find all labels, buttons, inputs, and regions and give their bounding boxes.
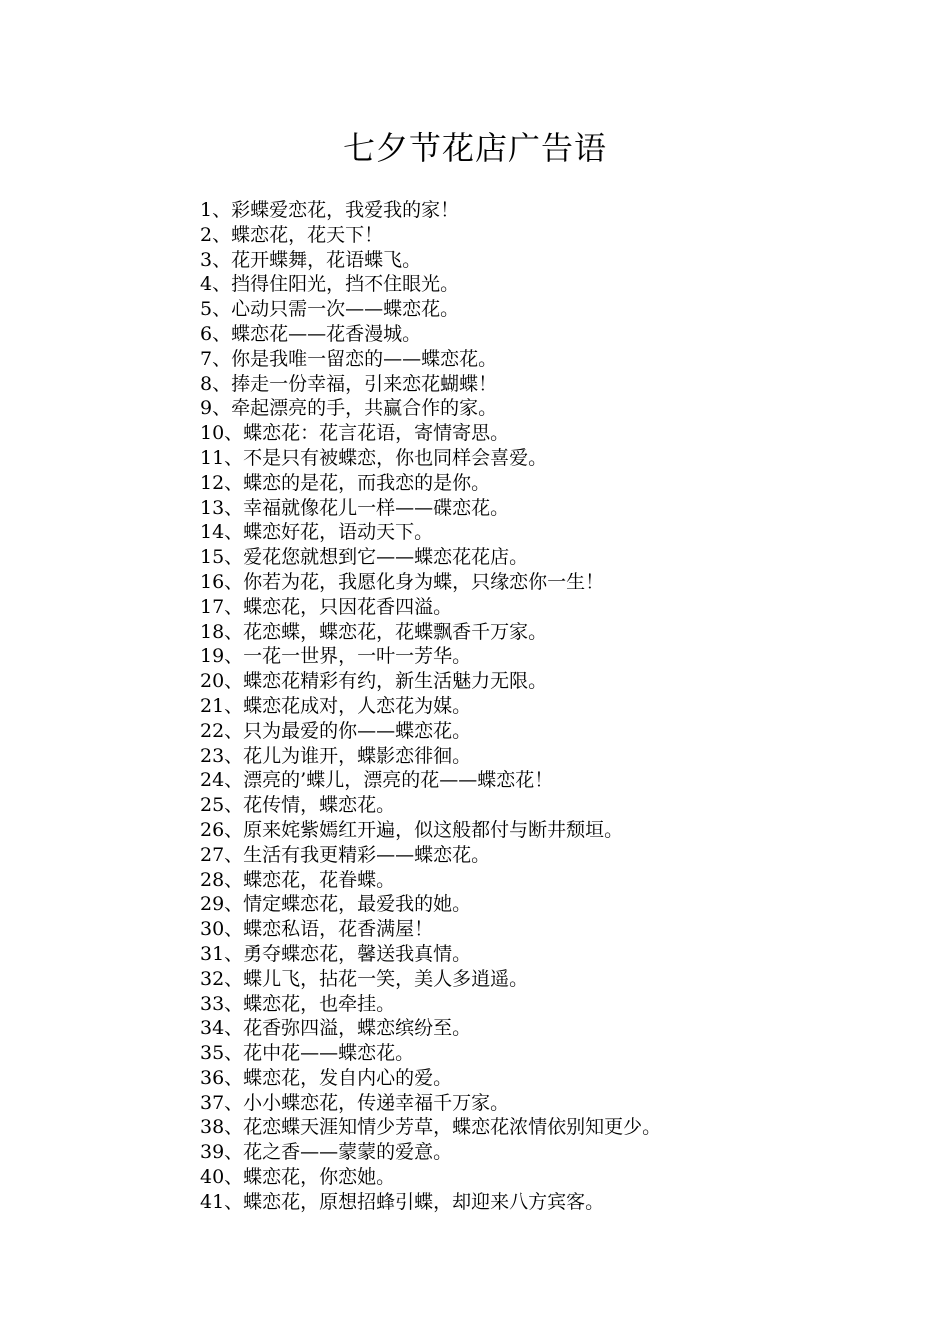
slogan-item: 16、你若为花，我愿化身为蝶，只缘恋你一生！ — [200, 570, 605, 593]
slogan-item: 40、蝶恋花，你恋她。 — [200, 1166, 396, 1189]
slogan-item: 7、你是我唯一留恋的——蝶恋花。 — [200, 347, 498, 370]
slogan-item: 6、蝶恋花——花香漫城。 — [200, 322, 422, 345]
slogan-item: 25、花传情，蝶恋花。 — [200, 794, 396, 817]
slogan-item: 20、蝶恋花精彩有约，新生活魅力无限。 — [200, 670, 548, 693]
slogan-item: 10、蝶恋花：花言花语，寄情寄思。 — [200, 422, 510, 445]
slogan-item: 38、花恋蝶天涯知情少芳草，蝶恋花浓情依别知更少。 — [200, 1116, 662, 1139]
slogan-item: 19、一花一世界，一叶一芳华。 — [200, 645, 472, 668]
slogan-item: 21、蝶恋花成对，人恋花为媒。 — [200, 694, 472, 717]
slogan-item: 17、蝶恋花，只因花香四溢。 — [200, 595, 453, 618]
slogan-list — [200, 198, 661, 1215]
slogan-item: 15、爱花您就想到它——蝶恋花花店。 — [200, 546, 529, 569]
slogan-item: 34、花香弥四溢，蝶恋缤纷至。 — [200, 1017, 472, 1040]
slogan-item: 36、蝶恋花，发自内心的爱。 — [200, 1066, 453, 1089]
slogan-item: 23、花儿为谁开，蝶影恋徘徊。 — [200, 744, 472, 767]
slogan-item: 5、心动只需一次——蝶恋花。 — [200, 298, 460, 321]
slogan-item: 33、蝶恋花，也牵挂。 — [200, 992, 396, 1015]
slogan-item: 27、生活有我更精彩——蝶恋花。 — [200, 843, 491, 866]
slogan-item: 18、花恋蝶，蝶恋花，花蝶飘香千万家。 — [200, 620, 548, 643]
slogan-item: 28、蝶恋花，花眷蝶。 — [200, 868, 396, 891]
slogan-item: 35、花中花——蝶恋花。 — [200, 1042, 415, 1065]
slogan-item: 1、彩蝶爱恋花，我爱我的家！ — [200, 199, 460, 221]
page-title: 七夕节花店广告语 — [342, 129, 607, 167]
slogan-item: 9、牵起漂亮的手，共赢合作的家。 — [200, 397, 498, 420]
slogan-item: 14、蝶恋好花，语动天下。 — [200, 521, 434, 544]
slogan-item: 2、蝶恋花，花天下！ — [200, 223, 384, 246]
slogan-item: 11、不是只有被蝶恋，你也同样会喜爱。 — [200, 446, 548, 469]
slogan-item: 32、蝶儿飞，拈花一笑，美人多逍遥。 — [200, 967, 529, 990]
slogan-item: 22、只为最爱的你——蝶恋花。 — [200, 719, 472, 742]
slogan-item: 29、情定蝶恋花，最爱我的她。 — [200, 893, 472, 916]
slogan-item: 3、花开蝶舞，花语蝶飞。 — [200, 248, 422, 271]
slogan-item: 24、漂亮的’蝶儿，漂亮的花——蝶恋花！ — [200, 769, 554, 792]
slogan-item: 26、原来姹紫嫣红开遍，似这般都付与断井颓垣。 — [200, 818, 624, 841]
slogan-item: 30、蝶恋私语，花香满屋！ — [200, 918, 434, 941]
slogan-item: 37、小小蝶恋花，传递幸福千万家。 — [200, 1091, 510, 1114]
slogan-item: 13、幸福就像花儿一样——碟恋花。 — [200, 496, 510, 519]
slogan-item: 39、花之香——蒙蒙的爱意。 — [200, 1141, 453, 1164]
slogan-item: 12、蝶恋的是花，而我恋的是你。 — [200, 471, 491, 494]
slogan-item: 4、挡得住阳光，挡不住眼光。 — [200, 273, 460, 296]
slogan-item: 41、蝶恋花，原想招蜂引蝶，却迎来八方宾客。 — [200, 1190, 605, 1213]
slogan-item: 8、捧走一份幸福，引来恋花蝴蝶！ — [200, 372, 498, 395]
slogan-item: 31、勇夺蝶恋花，馨送我真情。 — [200, 942, 472, 965]
